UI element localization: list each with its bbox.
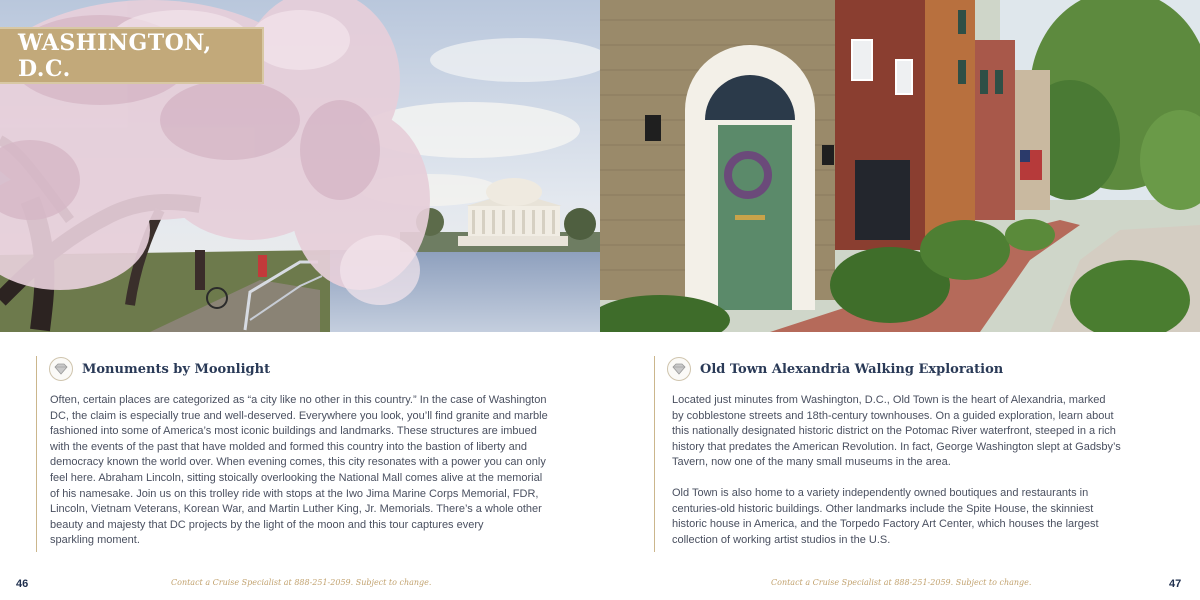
old-town-paragraph-1: Located just minutes from Washington, D.C., Old Town is the heart of Alexandria, marked by cobblestone streets and 18th-century townhouses. On a guided exploration, learn about this nationally designated historic district on the Potomac River waterfront, steeped in a rich history that predates the American Revolution. In fact, George Washington slept at Gadsby’s Tavern, now one of the many small museums in the area.: [672, 394, 1121, 469]
old-town-heading: Old Town Alexandria Walking Exploration: [700, 361, 1004, 377]
section-divider-line: [654, 356, 655, 552]
monuments-body-text: Often, certain places are categorized as “a city like no other in this country.” In the case of Washington DC, the claim is especially true and well-deserved. Everywhere you look, you’ll find granite and marble fashioned into some of America’s most iconic buildings and landmarks. These structures are imbued with the events of the past that have molded and formed this country into the bastion of liberty and democracy known the world over. When evening comes, this city resonates with a power you can only feel here. Abraham Lincoln, sitting stoically overlooking the National Mall comes alive at the memorial of his namesake. Join us on this trolley ride with stops at the Iwo Jima Marine Corps Memorial, FDR, Lincoln, Vietnam Veterans, Korean War, and Martin Luther King, Jr. Memorials. There’s a whole other beauty and majesty that DC projects by the light of the moon and this tour captures every sparkling moment.: [50, 394, 548, 547]
left-page-number: 46: [16, 578, 29, 590]
destination-title: WASHINGTON, D.C.: [18, 29, 212, 82]
old-town-paragraph-2: Old Town is also home to a variety independently owned boutiques and restaurants in centuries-old historic buildings. Other landmarks include the Spite House, the skinniest historic house in America, and the Torpedo Factory Art Center, which houses the largest collection of working artist studios in the U.S.: [672, 487, 1099, 546]
old-town-heading-row: [667, 357, 1003, 381]
left-contact-note: Contact a Cruise Specialist at 888-251-2059. Subject to change.: [171, 578, 432, 587]
section-divider-line: [36, 356, 37, 552]
right-contact-note: Contact a Cruise Specialist at 888-251-2059. Subject to change.: [771, 578, 1032, 587]
monuments-heading: Monuments by Moonlight: [82, 361, 271, 377]
diamond-icon: [49, 357, 73, 381]
diamond-icon: [667, 357, 691, 381]
right-page-number: 47: [1169, 578, 1182, 590]
monuments-heading-row: [49, 357, 270, 381]
destination-title-badge: [0, 27, 264, 84]
old-town-alexandria-street-photo: [600, 0, 1200, 332]
